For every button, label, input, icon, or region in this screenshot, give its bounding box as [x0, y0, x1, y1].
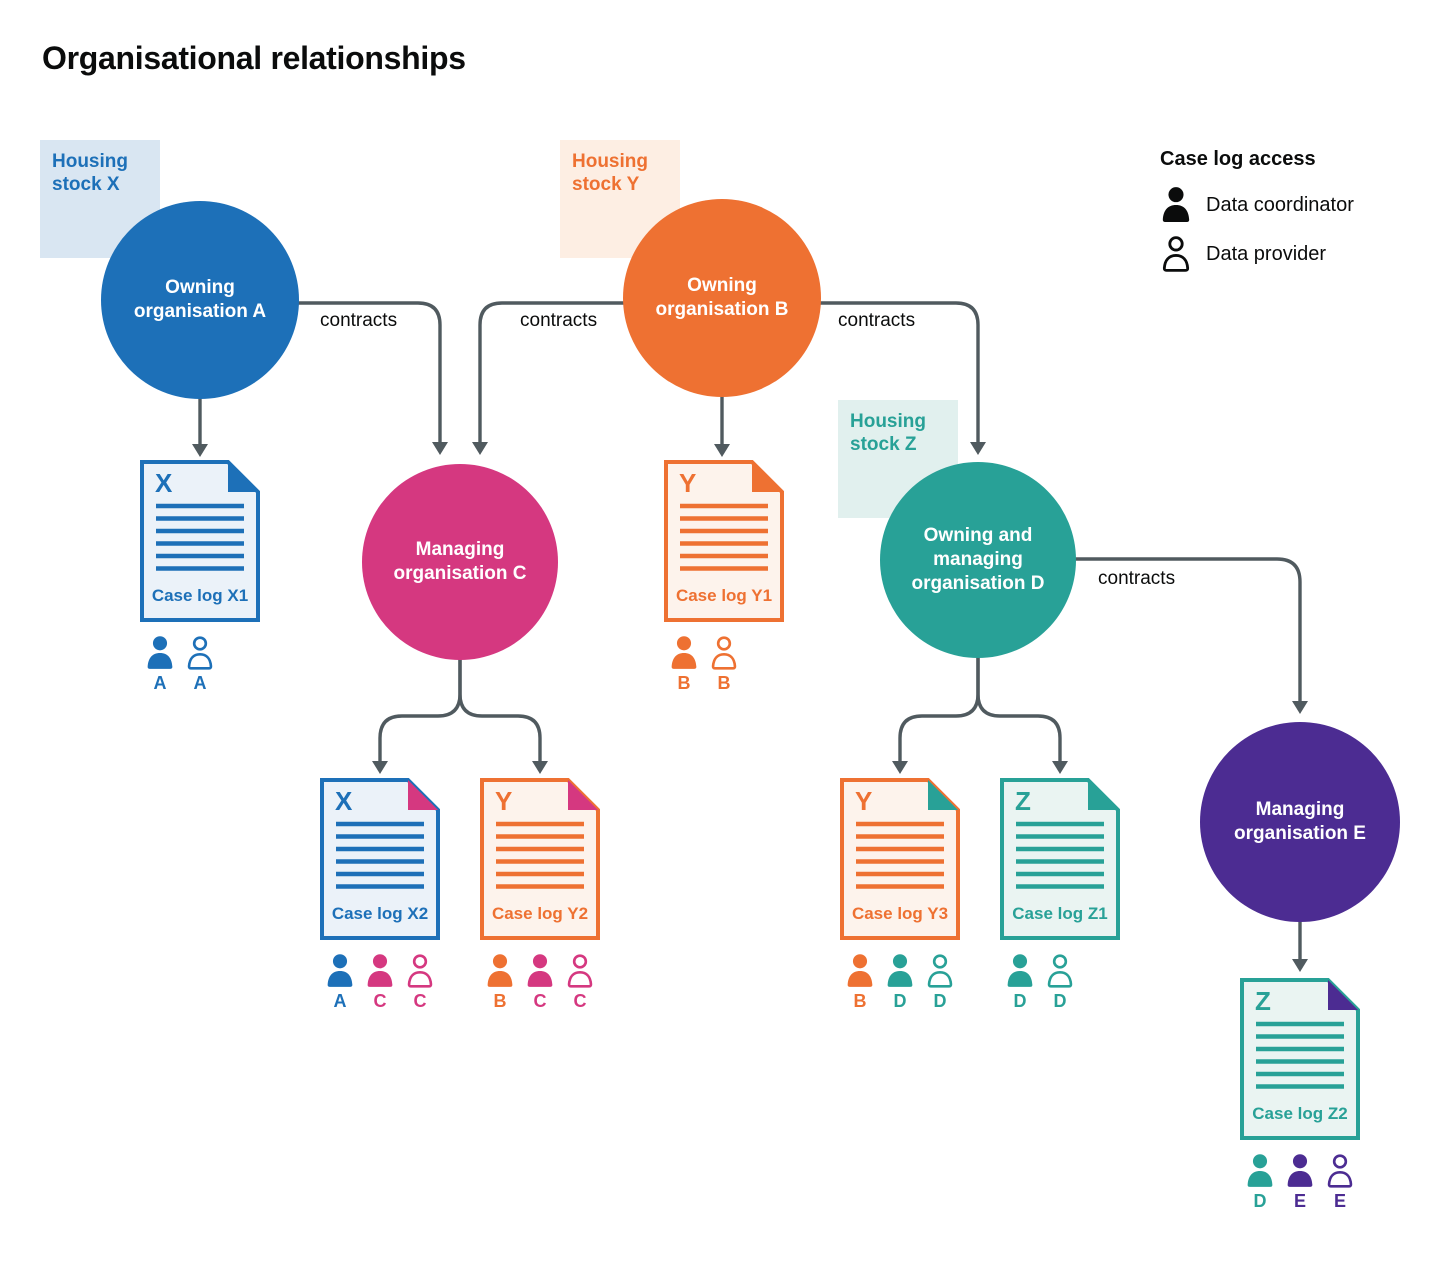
- stock-letter: Z: [1015, 786, 1031, 816]
- access-person-provider: [180, 636, 220, 692]
- access-org-letter: B: [493, 991, 507, 1011]
- housing-stock-x-label: Housing stock X: [40, 140, 160, 258]
- person-filled-icon: [669, 636, 699, 670]
- access-person-provider: [560, 954, 600, 1010]
- contracts-label-d-e: contracts: [1098, 568, 1176, 589]
- access-org-letter: C: [373, 991, 387, 1011]
- case-log-title: Case log Z1: [1012, 904, 1108, 923]
- legend-title: Case log access: [1160, 148, 1316, 170]
- access-person-coordinator: [1240, 1154, 1280, 1210]
- person-filled-icon: [845, 954, 875, 988]
- case-log-x2-document: [320, 778, 440, 940]
- person-outline-icon: [565, 954, 595, 988]
- person-filled-icon: [525, 954, 555, 988]
- legend-label: Data coordinator: [1206, 193, 1354, 216]
- access-person-coordinator: [360, 954, 400, 1010]
- access-org-letter: A: [153, 673, 167, 693]
- access-org-letter: A: [333, 991, 347, 1011]
- person-filled-icon: [885, 954, 915, 988]
- arrow-a-to-org-c: [290, 303, 440, 443]
- access-org-letter: E: [1293, 1191, 1306, 1211]
- case-log-title: Case log X1: [151, 586, 249, 605]
- access-org-letter: D: [1253, 1191, 1267, 1211]
- case-log-z2-document: [1240, 978, 1360, 1140]
- page-title: Organisational relationships: [42, 40, 466, 76]
- arrow-d-to-caselog-z1: [978, 653, 1060, 762]
- person-outline-icon: [709, 636, 739, 670]
- case-log-z1-access: [1000, 954, 1120, 1010]
- legend-label: Data provider: [1206, 242, 1327, 265]
- case-log-x1-access: [140, 636, 260, 692]
- person-filled-icon: [485, 954, 515, 988]
- case-log-x1-document: [140, 460, 260, 622]
- org-circle-owning-b: Owning organisation B: [623, 199, 821, 397]
- person-outline-icon: [1325, 1154, 1355, 1188]
- arrow-b-to-org-c: [480, 303, 628, 443]
- access-org-letter: C: [413, 991, 427, 1011]
- access-org-letter: B: [853, 991, 867, 1011]
- stock-letter: Y: [855, 786, 873, 816]
- org-circle-managing-c: Managing organisation C: [362, 464, 558, 660]
- case-log-title: Case log Z2: [1252, 1104, 1348, 1123]
- stock-letter: X: [335, 786, 353, 816]
- contracts-label-b-d: contracts: [838, 310, 916, 331]
- org-circle-owning-a: Owning organisation A: [101, 201, 299, 399]
- stock-letter: Y: [679, 468, 697, 498]
- stock-letter: Z: [1255, 986, 1271, 1016]
- arrow-c-to-caselog-x2: [380, 655, 460, 762]
- access-person-provider: [1040, 954, 1080, 1010]
- contracts-label-b-c: contracts: [520, 310, 598, 331]
- case-log-z2-access: [1240, 1154, 1360, 1210]
- case-log-x2-access: [320, 954, 440, 1010]
- org-circle-managing-e: Managing organisation E: [1200, 722, 1400, 922]
- case-log-title: Case log Y2: [491, 904, 589, 923]
- person-filled-icon: [1005, 954, 1035, 988]
- access-person-coordinator: [840, 954, 880, 1010]
- access-person-coordinator: [320, 954, 360, 1010]
- access-person-coordinator: [664, 636, 704, 692]
- org-circle-owning-managing-d: Owning and managing organisation D: [880, 462, 1076, 658]
- access-org-letter: D: [893, 991, 907, 1011]
- access-org-letter: C: [533, 991, 547, 1011]
- case-log-y1-access: [664, 636, 784, 692]
- access-person-coordinator: [140, 636, 180, 692]
- person-outline-icon: [1045, 954, 1075, 988]
- person-outline-icon: [405, 954, 435, 988]
- access-person-coordinator: [1280, 1154, 1320, 1210]
- arrow-c-to-caselog-y2: [460, 655, 540, 762]
- arrow-d-to-org-e: [1070, 559, 1300, 702]
- person-outline-icon: [925, 954, 955, 988]
- case-log-y2-document: [480, 778, 600, 940]
- access-org-letter: E: [1333, 1191, 1346, 1211]
- housing-stock-y-label: Housing stock Y: [560, 140, 680, 258]
- stock-letter: Y: [495, 786, 513, 816]
- access-org-letter: C: [573, 991, 587, 1011]
- case-log-y3-document: [840, 778, 960, 940]
- contracts-label-a-c: contracts: [320, 310, 398, 331]
- person-filled-icon: [1285, 1154, 1315, 1188]
- person-filled-icon: [325, 954, 355, 988]
- access-person-coordinator: [520, 954, 560, 1010]
- case-log-title: Case log Y3: [851, 904, 949, 923]
- access-org-letter: A: [193, 673, 207, 693]
- access-org-letter: D: [1013, 991, 1027, 1011]
- access-person-provider: [920, 954, 960, 1010]
- person-outline-icon: [185, 636, 215, 670]
- access-person-provider: [400, 954, 440, 1010]
- access-org-letter: B: [677, 673, 691, 693]
- access-person-provider: [1320, 1154, 1360, 1210]
- access-person-coordinator: [1000, 954, 1040, 1010]
- access-person-provider: [704, 636, 744, 692]
- person-filled-icon: [1245, 1154, 1275, 1188]
- access-person-coordinator: [880, 954, 920, 1010]
- access-org-letter: D: [1053, 991, 1067, 1011]
- person-filled-icon: [365, 954, 395, 988]
- access-org-letter: D: [933, 991, 947, 1011]
- case-log-y1-document: [664, 460, 784, 622]
- person-filled-icon: [145, 636, 175, 670]
- access-org-letter: B: [717, 673, 731, 693]
- case-log-title: Case log Y1: [675, 586, 773, 605]
- housing-stock-z-label: Housing stock Z: [838, 400, 958, 518]
- stock-letter: X: [155, 468, 173, 498]
- case-log-y2-access: [480, 954, 600, 1010]
- arrow-b-to-org-d: [813, 303, 978, 443]
- case-log-title: Case log X2: [331, 904, 429, 923]
- access-person-coordinator: [480, 954, 520, 1010]
- case-log-z1-document: [1000, 778, 1120, 940]
- arrow-d-to-caselog-y3: [900, 653, 978, 762]
- case-log-y3-access: [840, 954, 960, 1010]
